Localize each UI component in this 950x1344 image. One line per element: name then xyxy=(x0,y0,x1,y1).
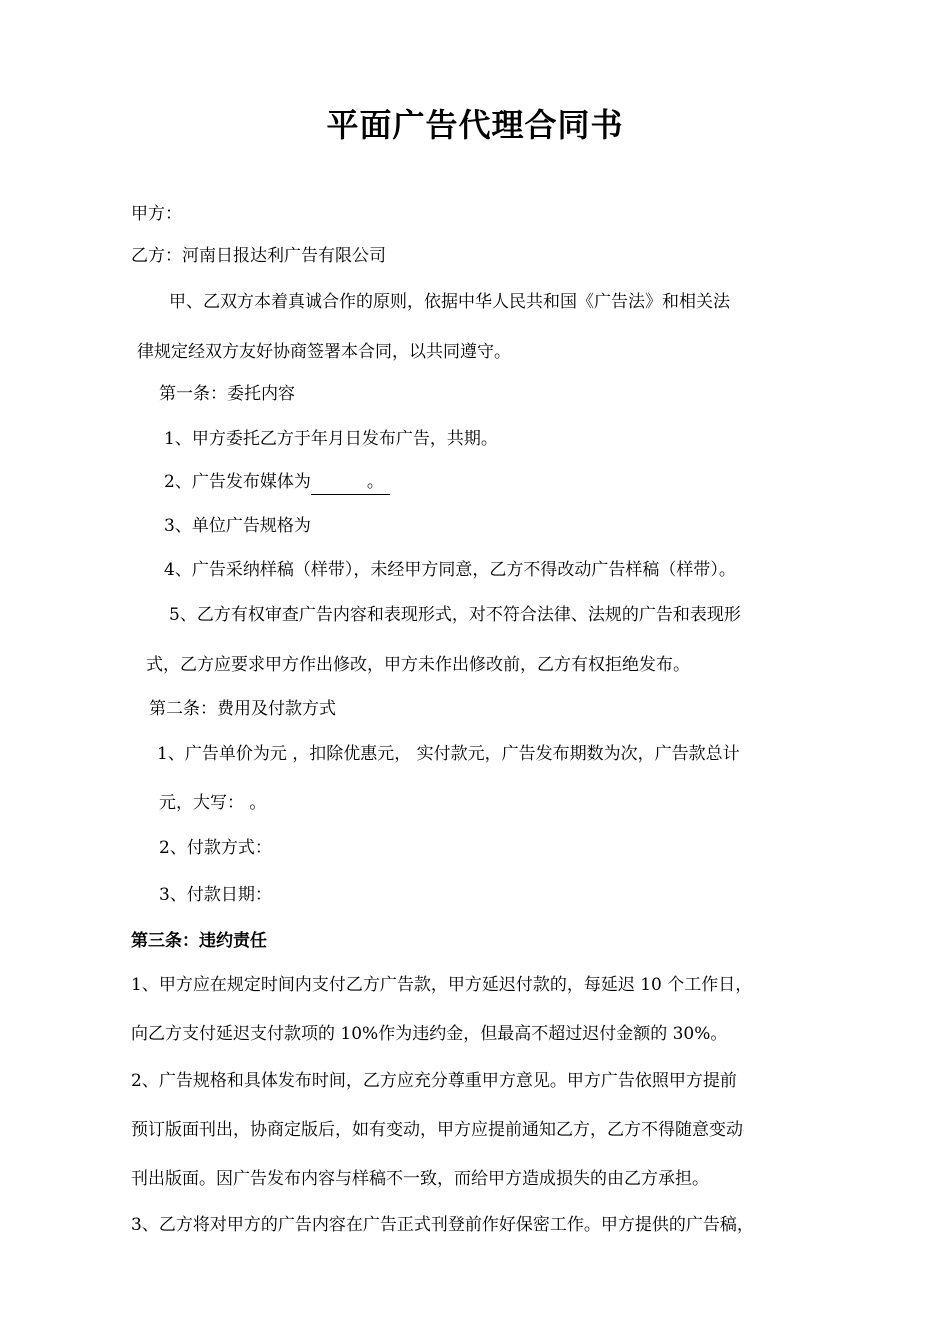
article3-item: 预订版面刊出，协商定版后，如有变动，甲方应提前通知乙方，乙方不得随意变动 xyxy=(131,1120,743,1140)
article2-item: 3、付款日期： xyxy=(159,885,272,905)
article1-heading: 第一条：委托内容 xyxy=(159,384,295,404)
article1-item2-text: 2、广告发布媒体为 xyxy=(164,472,311,492)
article2-heading: 第二条：费用及付款方式 xyxy=(149,699,336,719)
article3-item: 刊出版面。因广告发布内容与样稿不一致，而给甲方造成损失的由乙方承担。 xyxy=(131,1169,709,1189)
article1-item: 5、乙方有权审查广告内容和表现形式，对不符合法律、法规的广告和表现形 xyxy=(169,605,741,625)
document-title: 平面广告代理合同书 xyxy=(326,106,624,144)
article1-item: 式，乙方应要求甲方作出修改，甲方未作出修改前，乙方有权拒绝发布。 xyxy=(146,655,690,675)
preamble-line: 甲、乙双方本着真诚合作的原则，依据中华人民共和国《广告法》和相关法 xyxy=(169,292,730,312)
article2-item: 1、广告单价为元 ，扣除优惠元， 实付款元，广告发布期数为次，广告款总计 xyxy=(157,744,740,764)
article3-item: 向乙方支付延迟支付款项的 10%作为违约金，但最高不超过迟付金额的 30%。 xyxy=(131,1024,728,1044)
article1-item xyxy=(164,470,390,495)
party-a: 甲方： xyxy=(131,204,182,224)
article3-item: 3、乙方将对甲方的广告内容在广告正式刊登前作好保密工作。甲方提供的广告稿， xyxy=(131,1215,754,1235)
article3-item: 2、广告规格和具体发布时间，乙方应充分尊重甲方意见。甲方广告依照甲方提前 xyxy=(131,1071,737,1091)
article1-item: 3、单位广告规格为 xyxy=(164,516,311,536)
fill-in-blank: 。 xyxy=(311,470,390,495)
article2-item: 2、付款方式： xyxy=(159,838,272,858)
party-b: 乙方：河南日报达利广告有限公司 xyxy=(131,246,386,266)
article2-item: 元，大写： 。 xyxy=(159,793,267,813)
article1-item: 4、广告采纳样稿（样带），未经甲方同意，乙方不得改动广告样稿（样带）。 xyxy=(164,560,736,580)
article3-heading: 第三条：违约责任 xyxy=(131,931,267,951)
article1-item: 1、甲方委托乙方于年月日发布广告，共期。 xyxy=(164,429,498,449)
article3-item: 1、甲方应在规定时间内支付乙方广告款，甲方延迟付款的，每延迟 10 个工作日， xyxy=(131,975,753,995)
preamble-line: 律规定经双方友好协商签署本合同，以共同遵守。 xyxy=(137,342,511,362)
